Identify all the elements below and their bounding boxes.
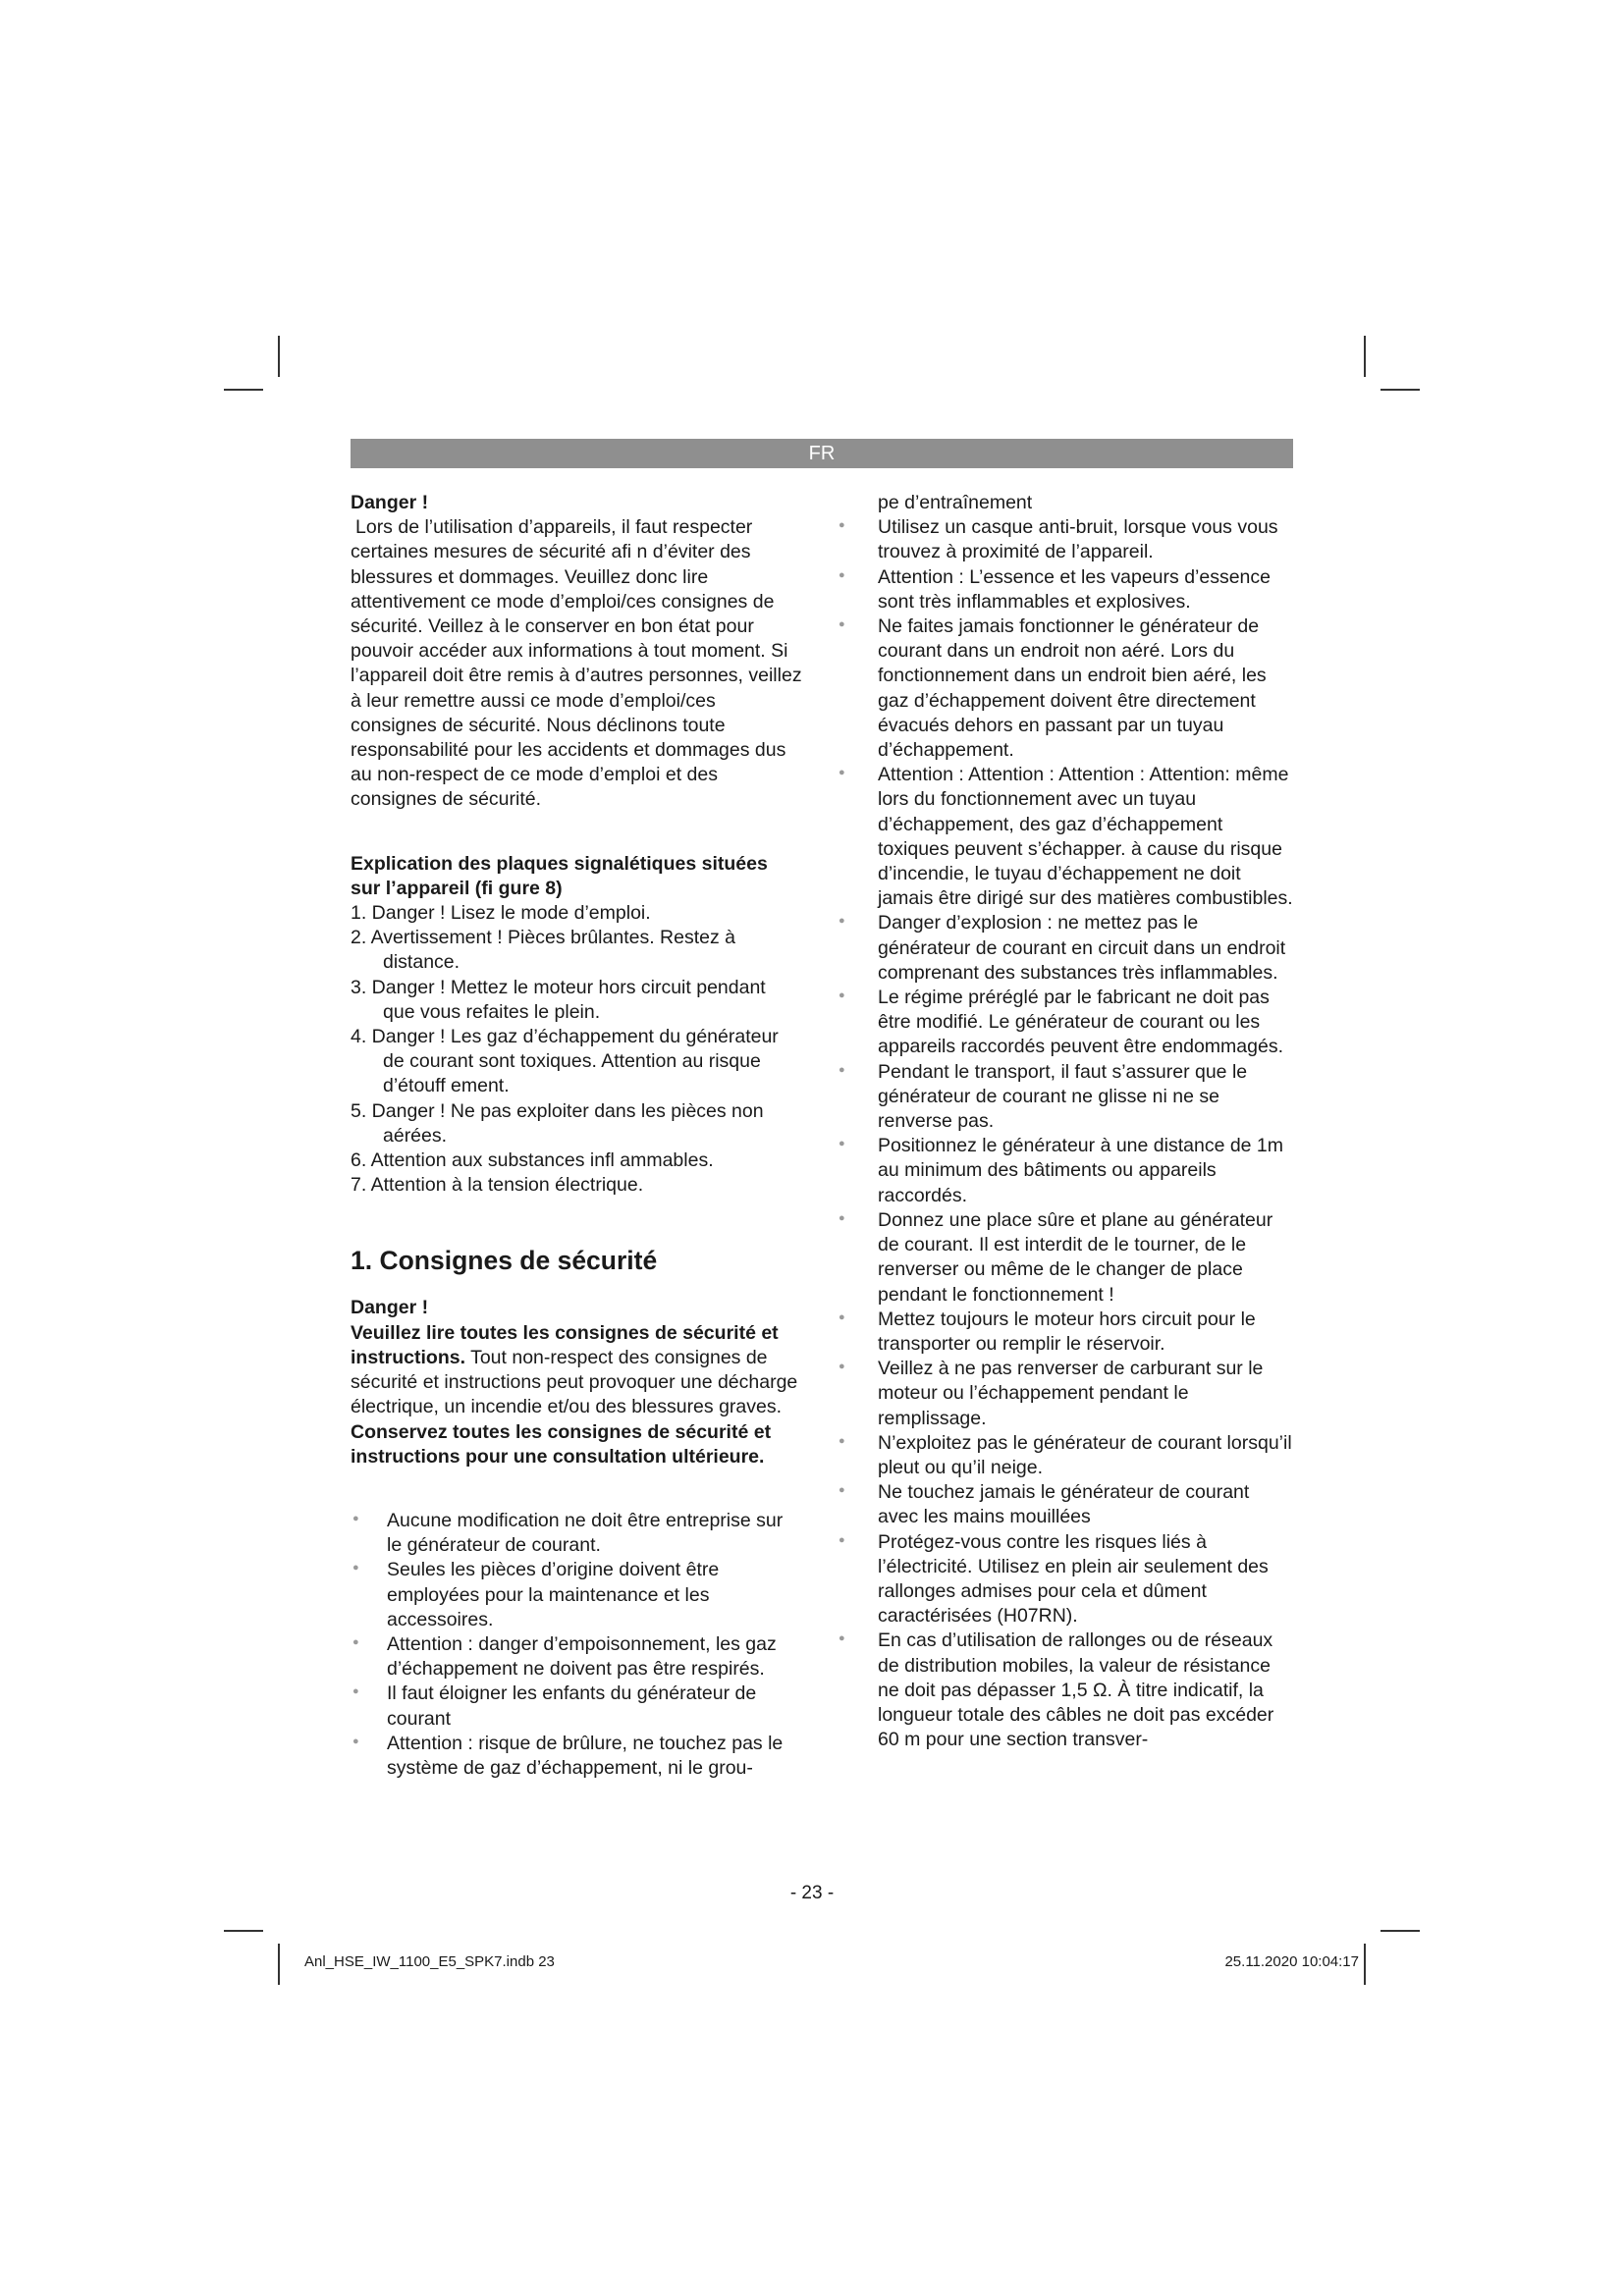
list-item: ● En cas d’utilisation de rallonges ou de réseaux de distribution mobiles, la valeur de résistance ne doit pas dépasser 1,5 Ω. À titre indicatif, la longueur totale des câbles ne doit pas excéder 60 m pour une section transver- — [836, 1629, 1293, 1752]
left-column — [351, 491, 802, 1781]
read-instructions-rest: Tout non-respect des consignes de sécurité et instructions peut provoquer une décharge électrique, un incendie et/ou des blessures graves. — [351, 1346, 798, 1418]
footer-timestamp: 25.11.2020 10:04:17 — [1224, 1953, 1359, 1970]
list-item: 6. Attention aux substances infl ammables. — [351, 1149, 714, 1172]
list-item: 3. Danger ! Mettez le moteur hors circuit pendant que vous refaites le plein. — [351, 976, 766, 1023]
list-item: ● Pendant le transport, il faut s’assurer que le générateur de courant ne glisse ni ne se renverse pas. — [836, 1060, 1293, 1135]
crop-mark — [1380, 389, 1420, 391]
read-instructions-bold: Veuillez lire toutes les consignes de sécurité et instructions. — [351, 1321, 779, 1368]
crop-mark — [224, 1930, 263, 1932]
safety-bullets-left — [351, 1509, 802, 1781]
crop-mark — [1364, 336, 1366, 377]
crop-mark — [278, 1944, 280, 1985]
list-item: ● Positionnez le générateur à une distance de 1m au minimum des bâtiments ou appareils raccordés. — [836, 1134, 1293, 1208]
danger-subtitle: Danger ! — [351, 1297, 429, 1319]
list-item: ● Veillez à ne pas renverser de carburant sur le moteur ou l’échappement pendant le remplissage. — [836, 1357, 1293, 1431]
list-item: ● Donnez une place sûre et plane au générateur de courant. Il est interdit de le tourner, de le renverser ou même de le changer de place pendant le fonctionnement ! — [836, 1208, 1293, 1308]
list-item: 4. Danger ! Les gaz d’échappement du générateur de courant sont toxiques. Attention au risque d’étouff ement. — [351, 1026, 779, 1097]
list-item: ● N’exploitez pas le générateur de courant lorsqu’il pleut ou qu’il neige. — [836, 1431, 1293, 1480]
list-item: ● Attention : Attention : Attention : Attention: même lors du fonctionnement avec un tuyau d’échappement, des gaz d’échappement toxiques peuvent s’échapper. à cause du risque d’incendie, le tuyau d’échappement ne doit jamais être dirigé sur des matières combustibles. — [836, 763, 1293, 911]
crop-mark — [278, 336, 280, 377]
safety-bullets-right — [836, 515, 1293, 1752]
danger-title: Danger ! — [351, 492, 429, 513]
list-item: ● Mettez toujours le moteur hors circuit pour le transporter ou remplir le réservoir. — [836, 1308, 1293, 1357]
page-number: - 23 - — [789, 1883, 835, 1903]
list-item: 5. Danger ! Ne pas exploiter dans les pièces non aérées. — [351, 1099, 764, 1147]
list-item: ● Le régime préréglé par le fabricant ne doit pas être modifié. Le générateur de courant ou les appareils raccordés peuvent être endommagés. — [836, 986, 1293, 1060]
list-item: ● Seules les pièces d’origine doivent être employées pour la maintenance et les accessoires. — [351, 1558, 802, 1632]
list-item: 7. Attention à la tension électrique. — [351, 1174, 644, 1197]
list-item: ● Attention : risque de brûlure, ne touchez pas le système de gaz d’échappement, ni le grou- — [351, 1732, 802, 1781]
list-item: ● Aucune modification ne doit être entreprise sur le générateur de courant. — [351, 1509, 802, 1558]
crop-mark — [224, 389, 263, 391]
list-item: ● Danger d’explosion : ne mettez pas le générateur de courant en circuit dans un endroit comprenant des substances très inflammables. — [836, 911, 1293, 986]
plates-heading: Explication des plaques signalétiques situées sur l’appareil (fi gure 8) — [351, 852, 768, 899]
crop-mark — [1364, 1944, 1366, 1985]
list-item: ● Il faut éloigner les enfants du générateur de courant — [351, 1682, 802, 1731]
list-item: ● Protégez-vous contre les risques liés à l’électricité. Utilisez en plein air seulement des rallonges admises pour cela et dûment caractérisées (H07RN). — [836, 1530, 1293, 1629]
right-column — [836, 491, 1293, 1752]
language-header-bar — [351, 439, 1293, 468]
section-title: 1. Consignes de sécurité — [351, 1246, 658, 1276]
list-item: ● Attention : L’essence et les vapeurs d’essence sont très inflammables et explosives. — [836, 565, 1293, 614]
crop-mark — [1380, 1930, 1420, 1932]
keep-instructions: Conservez toutes les consignes de sécurité et instructions pour une consultation ultérieure. — [351, 1420, 772, 1468]
list-item: 2. Avertissement ! Pièces brûlantes. Restez à distance. — [351, 927, 735, 974]
language-label: FR — [808, 443, 836, 464]
list-item: 1. Danger ! Lisez le mode d’emploi. — [351, 902, 651, 925]
list-item: ● Ne faites jamais fonctionner le générateur de courant dans un endroit non aéré. Lors du fonctionnement dans un endroit bien aéré, les gaz d’échappement doivent être directement évacués dehors en passant par un tuyau d’échappement. — [836, 614, 1293, 763]
read-instructions — [351, 1321, 802, 1420]
plates-list — [351, 901, 802, 1198]
list-item: ● Utilisez un casque anti-bruit, lorsque vous vous trouvez à proximité de l’appareil. — [836, 515, 1293, 564]
continuation-text: pe d’entraînement — [878, 492, 1033, 513]
list-item: ● Attention : danger d’empoisonnement, les gaz d’échappement ne doivent pas être respirés. — [351, 1632, 802, 1682]
list-item: ● Ne touchez jamais le générateur de courant avec les mains mouillées — [836, 1480, 1293, 1529]
footer-file-info: Anl_HSE_IW_1100_E5_SPK7.indb 23 — [304, 1953, 555, 1970]
intro-paragraph: Lors de l’utilisation d’appareils, il faut respecter certaines mesures de sécurité afi n d’éviter des blessures et dommages. Veuillez donc lire attentivement ce mode d’emploi/ces consignes de sécurité. Veillez à le conserver en bon état pour pouvoir accéder aux informations à tout moment. Si l’appareil doit être remis à d’autres personnes, veillez à leur remettre aussi ce mode d’emploi/ces consignes de sécurité. Nous déclinons toute responsabilité pour les accidents et dommages dus au non-respect de ce mode d’emploi et des consignes de sécurité. — [351, 516, 802, 811]
